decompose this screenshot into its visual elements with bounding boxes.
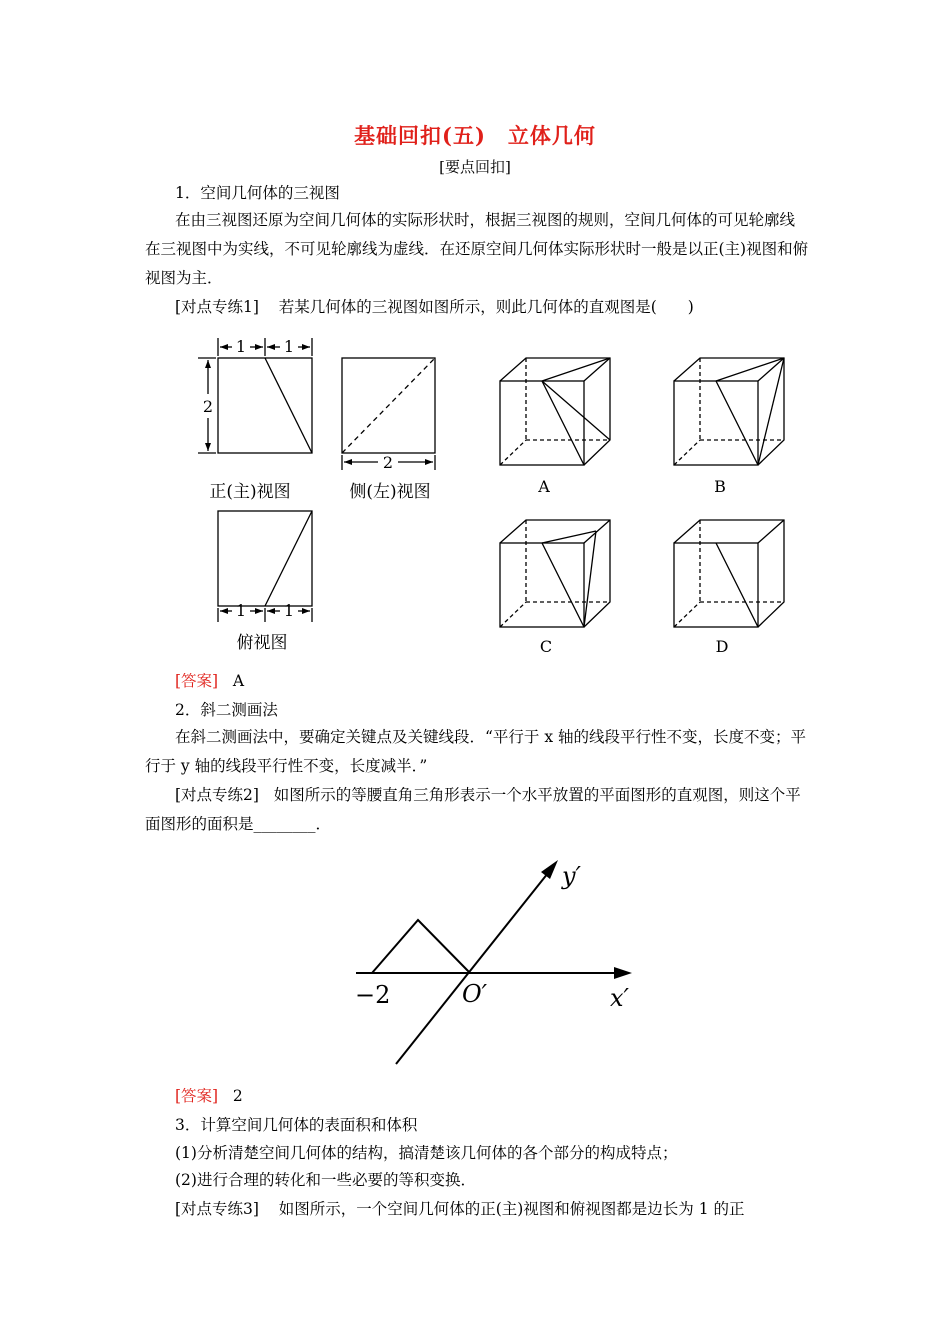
page-title: 基础回扣(五) 立体几何 (354, 123, 596, 148)
s2-heading: 2．斜二测画法 (175, 701, 278, 719)
s1-body: 在由三视图还原为空间几何体的实际形状时，根据三视图的规则，空间几何体的可见轮廓线在三视图中为实线，不可见轮廓线为虚线．在还原空间几何体实际形状时一般是以正(主)视图和俯视图为主． (145, 211, 809, 287)
dim-front-height: 2 (202, 397, 214, 416)
s2-answer (175, 1083, 840, 1109)
s3-practice (175, 1196, 815, 1222)
s2-answer-value: 2 (232, 1087, 243, 1105)
y-axis-arrow-icon (541, 860, 558, 879)
option-d-label: D (715, 637, 729, 656)
option-a-label: A (538, 477, 550, 496)
neg2-label: −2 (355, 981, 391, 1009)
s3-practice-text: 如图所示，一个空间几何体的正(主)视图和俯视图都是边长为 1 的正 (278, 1200, 745, 1218)
s2-practice-tag: [对点专练2] (175, 786, 259, 804)
side-view-label: 侧(左)视图 (349, 482, 431, 502)
s1-practice-tag: [对点专练1] (175, 298, 259, 316)
s2-body: 在斜二测画法中，要确定关键点及关键线段．“平行于 x 轴的线段平行性不变，长度不变；平行于 y 轴的线段平行性不变，长度减半．” (145, 728, 807, 775)
s1-heading: 1．空间几何体的三视图 (175, 184, 340, 202)
s1-practice-text: 若某几何体的三视图如图所示，则此几何体的直观图是( ) (278, 298, 694, 316)
section-subtitle: [要点回扣] (439, 158, 511, 176)
s3-item-2: (2)进行合理的转化和一些必要的等积变换． (175, 1171, 476, 1189)
s3-heading: 3．计算空间几何体的表面积和体积 (175, 1116, 418, 1134)
s3-item-1: (1)分析清楚空间几何体的结构，搞清楚该几何体的各个部分的构成特点； (175, 1144, 678, 1162)
s1-answer-tag: [答案] (175, 672, 219, 690)
y-axis (396, 868, 552, 1064)
triangle-shape (372, 920, 470, 973)
dim-front-left: 1 (235, 337, 247, 356)
s2-practice-text: 如图所示的等腰直角三角形表示一个水平放置的平面图形的直观图，则这个平面图形的面积是________． (145, 786, 801, 833)
s3-practice-tag: [对点专练3] (175, 1200, 259, 1218)
front-view-label: 正(主)视图 (209, 482, 291, 502)
option-c-label: C (539, 637, 553, 656)
s1-answer-value: A (232, 672, 245, 690)
x-axis-label: x′ (610, 984, 629, 1012)
dim-top-left: 1 (235, 601, 247, 620)
s2-answer-tag: [答案] (175, 1087, 219, 1105)
dim-front-right: 1 (283, 337, 295, 356)
origin-label: O′ (462, 980, 488, 1008)
y-axis-label: y′ (562, 862, 582, 890)
dim-side-width: 2 (382, 453, 394, 472)
dim-top-right: 1 (283, 601, 295, 620)
option-b-label: B (714, 477, 726, 496)
top-view-label: 俯视图 (236, 633, 288, 653)
x-axis-arrow-icon (614, 967, 632, 979)
